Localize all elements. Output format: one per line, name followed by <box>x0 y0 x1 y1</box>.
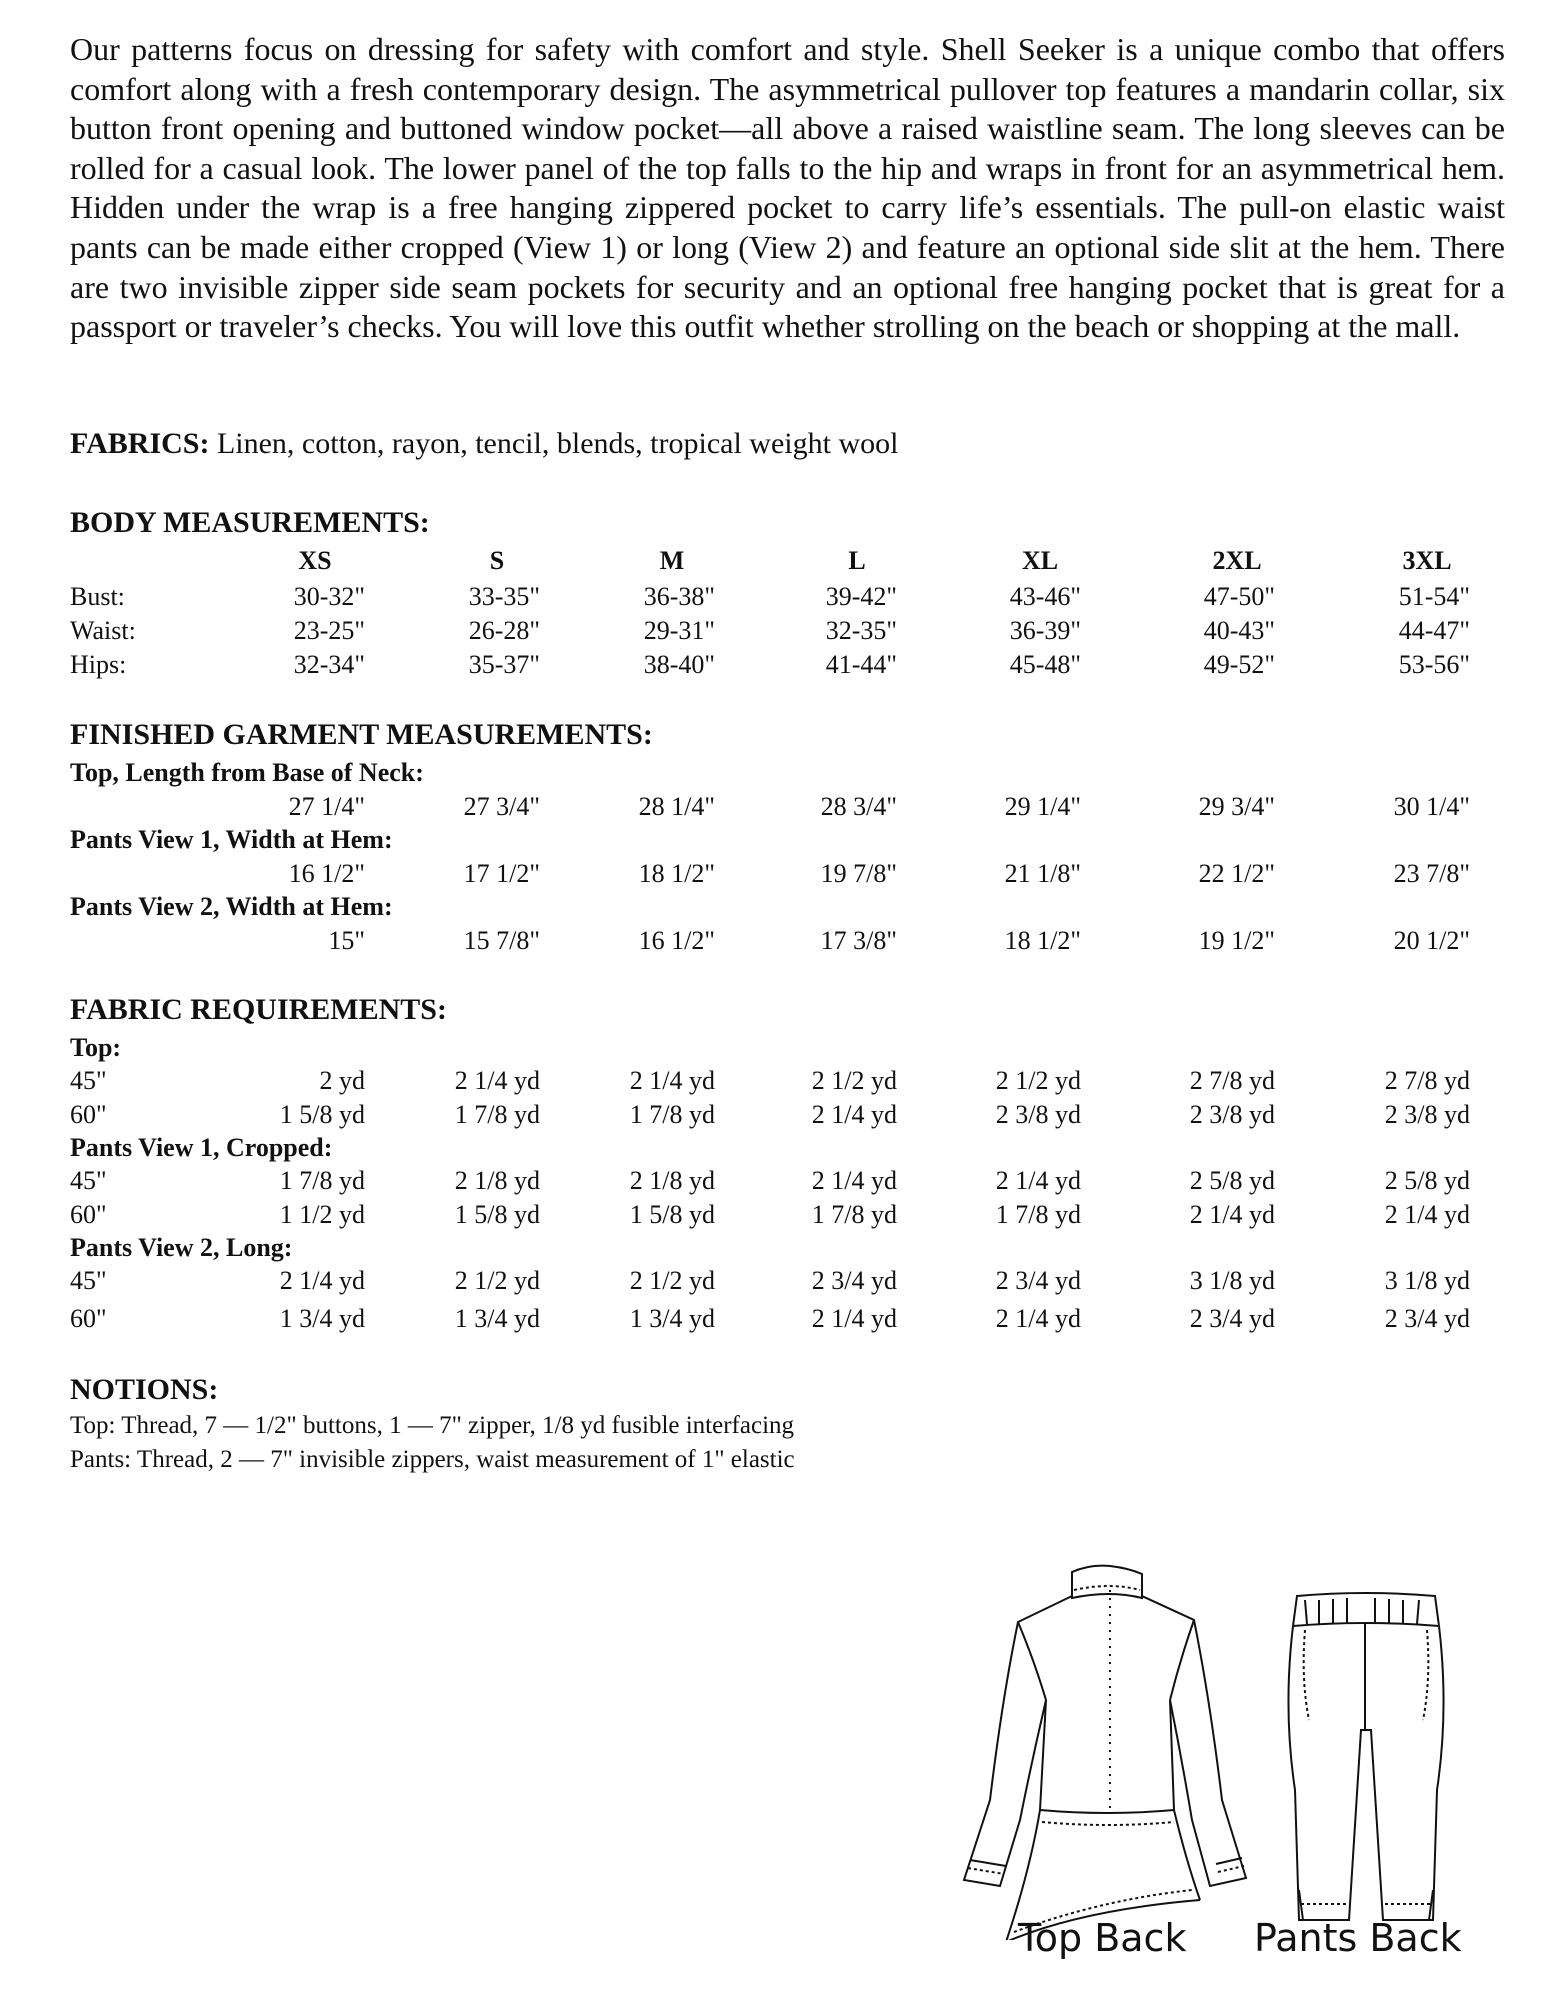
fabric-width-label: 45" <box>70 1266 107 1295</box>
body-cell: 43-46" <box>1009 582 1081 611</box>
body-cell: 33-35" <box>468 582 540 611</box>
requirement-cell: 1 7/8 yd <box>811 1200 897 1229</box>
finished-cell: 29 1/4" <box>1004 792 1081 821</box>
requirement-cell: 2 3/4 yd <box>811 1266 897 1295</box>
body-cell: 44-47" <box>1398 616 1470 645</box>
size-header-xs: XS <box>298 546 332 575</box>
requirement-cell: 2 3/4 yd <box>1189 1304 1275 1333</box>
requirement-cell: 1 5/8 yd <box>279 1100 365 1129</box>
fabric-width-label: 45" <box>70 1066 107 1095</box>
fabrics-text: Linen, cotton, rayon, tencil, blends, tropical weight wool <box>216 427 899 460</box>
requirement-cell: 1 7/8 yd <box>995 1200 1081 1229</box>
requirement-cell: 2 1/4 yd <box>279 1266 365 1295</box>
requirement-cell: 2 yd <box>319 1066 365 1095</box>
fabrics-label: FABRICS: <box>70 427 210 460</box>
fabrics-line <box>70 427 898 461</box>
body-row-label: Waist: <box>70 616 136 645</box>
body-cell: 29-31" <box>643 616 715 645</box>
requirement-cell: 2 1/4 yd <box>995 1166 1081 1195</box>
fabric-width-label: 60" <box>70 1200 107 1229</box>
requirement-cell: 1 3/4 yd <box>629 1304 715 1333</box>
finished-cell: 19 7/8" <box>820 859 897 888</box>
requirement-cell: 1 5/8 yd <box>454 1200 540 1229</box>
body-cell: 32-34" <box>293 650 365 679</box>
finished-cell: 20 1/2" <box>1393 926 1470 955</box>
finished-cell: 30 1/4" <box>1393 792 1470 821</box>
finished-group-label: Pants View 1, Width at Hem: <box>70 825 393 854</box>
body-cell: 35-37" <box>468 650 540 679</box>
notions-pants: Pants: Thread, 2 — 7" invisible zippers, waist measurement of 1" elastic <box>70 1446 795 1473</box>
finished-cell: 17 1/2" <box>463 859 540 888</box>
finished-measurements-heading: FINISHED GARMENT MEASUREMENTS: <box>70 718 653 751</box>
size-header-3xl: 3XL <box>1402 546 1452 575</box>
size-header-2xl: 2XL <box>1212 546 1262 575</box>
requirement-cell: 2 1/4 yd <box>1189 1200 1275 1229</box>
requirement-cell: 2 3/8 yd <box>1189 1100 1275 1129</box>
requirement-cell: 2 1/2 yd <box>995 1066 1081 1095</box>
top-back-illustration <box>960 1560 1260 1940</box>
size-header-s: S <box>489 546 505 575</box>
requirement-cell: 2 1/8 yd <box>454 1166 540 1195</box>
finished-cell: 29 3/4" <box>1198 792 1275 821</box>
requirement-cell: 2 3/8 yd <box>995 1100 1081 1129</box>
requirement-cell: 1 3/4 yd <box>279 1304 365 1333</box>
body-cell: 41-44" <box>825 650 897 679</box>
pants-back-illustration <box>1275 1590 1455 1940</box>
finished-cell: 27 3/4" <box>463 792 540 821</box>
body-cell: 36-38" <box>643 582 715 611</box>
requirement-cell: 2 1/4 yd <box>995 1304 1081 1333</box>
requirement-cell: 2 7/8 yd <box>1384 1066 1470 1095</box>
finished-cell: 16 1/2" <box>288 859 365 888</box>
body-row-label: Bust: <box>70 582 125 611</box>
fabric-width-label: 60" <box>70 1304 107 1333</box>
body-cell: 39-42" <box>825 582 897 611</box>
finished-cell: 27 1/4" <box>288 792 365 821</box>
size-header-l: L <box>848 546 866 575</box>
fabric-requirements-heading: FABRIC REQUIREMENTS: <box>70 993 447 1026</box>
requirement-cell: 2 5/8 yd <box>1384 1166 1470 1195</box>
intro-paragraph: Our patterns focus on dressing for safety with comfort and style. Shell Seeker is a unique combo that offers comfort along with a fresh contemporary design. The asymmetrical pullover top features a mandarin collar, six button front opening and buttoned window pocket—all above a raised waistline seam. The long sleeves can be rolled for a casual look. The lower panel of the top falls to the hip and wraps in front for an asymmetrical hem. Hidden under the wrap is a free hanging zippered pocket to carry life’s essentials. The pull-on elastic waist pants can be made either cropped (View 1) or long (View 2) and feature an optional side slit at the hem. There are two invisible zipper side seam pockets for security and an optional free hanging pocket that is great for a passport or traveler’s checks. You will love this outfit whether strolling on the beach or shopping at the mall. <box>70 31 1505 345</box>
finished-group-label: Top, Length from Base of Neck: <box>70 758 424 787</box>
requirement-cell: 2 7/8 yd <box>1189 1066 1275 1095</box>
requirements-group-label: Pants View 1, Cropped: <box>70 1133 333 1162</box>
requirement-cell: 2 3/8 yd <box>1384 1100 1470 1129</box>
requirement-cell: 2 3/4 yd <box>995 1266 1081 1295</box>
requirement-cell: 2 1/2 yd <box>454 1266 540 1295</box>
finished-cell: 16 1/2" <box>638 926 715 955</box>
requirement-cell: 3 1/8 yd <box>1384 1266 1470 1295</box>
finished-cell: 15" <box>328 926 365 955</box>
body-cell: 26-28" <box>468 616 540 645</box>
requirement-cell: 2 1/4 yd <box>811 1100 897 1129</box>
body-row-label: Hips: <box>70 650 127 679</box>
finished-cell: 18 1/2" <box>1004 926 1081 955</box>
finished-cell: 15 7/8" <box>463 926 540 955</box>
body-cell: 38-40" <box>643 650 715 679</box>
requirement-cell: 1 3/4 yd <box>454 1304 540 1333</box>
body-cell: 30-32" <box>293 582 365 611</box>
finished-cell: 19 1/2" <box>1198 926 1275 955</box>
body-cell: 36-39" <box>1009 616 1081 645</box>
requirement-cell: 2 1/2 yd <box>811 1066 897 1095</box>
top-back-caption: Top Back <box>1018 1916 1187 1960</box>
body-cell: 49-52" <box>1203 650 1275 679</box>
fabric-width-label: 45" <box>70 1166 107 1195</box>
requirements-group-label: Pants View 2, Long: <box>70 1233 293 1262</box>
requirement-cell: 1 7/8 yd <box>629 1100 715 1129</box>
requirement-cell: 2 5/8 yd <box>1189 1166 1275 1195</box>
requirement-cell: 1 5/8 yd <box>629 1200 715 1229</box>
requirement-cell: 2 1/2 yd <box>629 1266 715 1295</box>
finished-group-label: Pants View 2, Width at Hem: <box>70 892 393 921</box>
requirement-cell: 2 1/4 yd <box>1384 1200 1470 1229</box>
body-measurements-heading: BODY MEASUREMENTS: <box>70 506 430 539</box>
size-header-m: M <box>659 546 685 575</box>
finished-cell: 17 3/8" <box>820 926 897 955</box>
finished-cell: 18 1/2" <box>638 859 715 888</box>
finished-cell: 23 7/8" <box>1393 859 1470 888</box>
finished-cell: 28 1/4" <box>638 792 715 821</box>
requirement-cell: 1 1/2 yd <box>279 1200 365 1229</box>
body-cell: 32-35" <box>825 616 897 645</box>
body-cell: 47-50" <box>1203 582 1275 611</box>
finished-cell: 21 1/8" <box>1004 859 1081 888</box>
requirement-cell: 2 1/8 yd <box>629 1166 715 1195</box>
finished-cell: 28 3/4" <box>820 792 897 821</box>
fabric-width-label: 60" <box>70 1100 107 1129</box>
body-cell: 40-43" <box>1203 616 1275 645</box>
body-cell: 45-48" <box>1009 650 1081 679</box>
requirement-cell: 2 1/4 yd <box>629 1066 715 1095</box>
requirement-cell: 2 1/4 yd <box>811 1304 897 1333</box>
body-cell: 53-56" <box>1398 650 1470 679</box>
requirement-cell: 2 1/4 yd <box>454 1066 540 1095</box>
requirement-cell: 1 7/8 yd <box>454 1100 540 1129</box>
finished-cell: 22 1/2" <box>1198 859 1275 888</box>
requirement-cell: 3 1/8 yd <box>1189 1266 1275 1295</box>
body-cell: 51-54" <box>1398 582 1470 611</box>
notions-heading: NOTIONS: <box>70 1373 219 1406</box>
requirement-cell: 2 1/4 yd <box>811 1166 897 1195</box>
size-header-xl: XL <box>1021 546 1059 575</box>
requirements-group-label: Top: <box>70 1033 122 1062</box>
requirement-cell: 2 3/4 yd <box>1384 1304 1470 1333</box>
pants-back-caption: Pants Back <box>1254 1916 1462 1960</box>
requirement-cell: 1 7/8 yd <box>279 1166 365 1195</box>
body-cell: 23-25" <box>293 616 365 645</box>
notions-top: Top: Thread, 7 — 1/2" buttons, 1 — 7" zipper, 1/8 yd fusible interfacing <box>70 1412 795 1439</box>
